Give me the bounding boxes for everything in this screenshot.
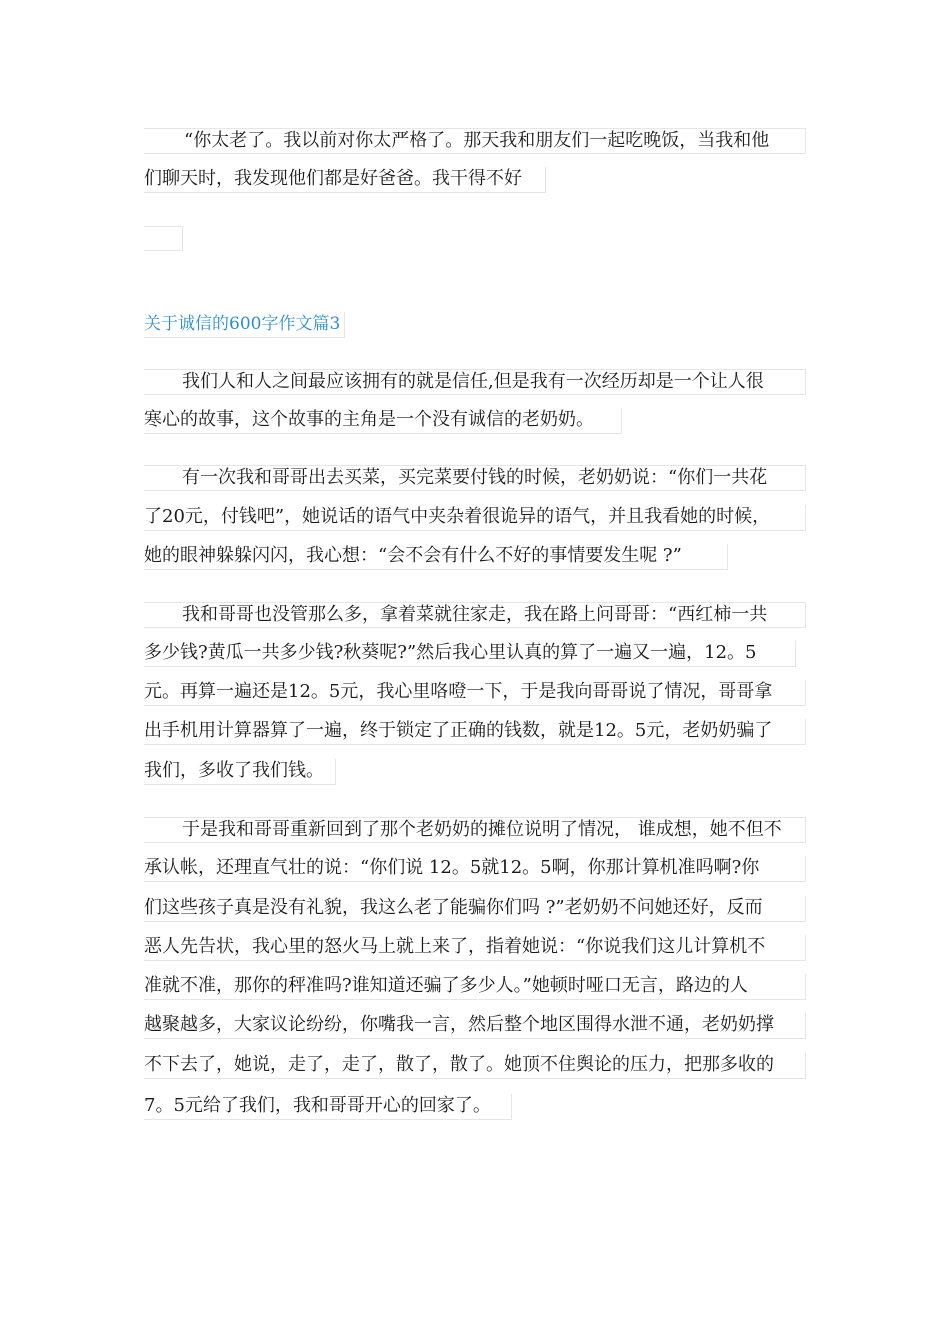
p4-line-1-text: 于是我和哥哥重新回到了那个老奶奶的摊位说明了情况， 谁成想，她不但不 <box>182 819 782 840</box>
p1-line-2 <box>144 408 622 434</box>
p1-line-1-text: 我们人和人之间最应该拥有的就是信任,但是我有一次经历却是一个让人很 <box>182 371 764 392</box>
p4-line-3 <box>144 896 806 922</box>
p4-line-7-text: 不下去了，她说，走了，走了，散了，散了。她顶不住舆论的压力，把那多收的 <box>144 1054 774 1075</box>
p1-line-1 <box>144 369 806 395</box>
p3-line-2 <box>144 641 796 667</box>
p4-line-2-text: 承认帐，还理直气壮的说：“你们说 12。5就12。5啊，你那计算机准吗啊?你 <box>144 857 760 878</box>
p3-line-1-text: 我和哥哥也没管那么多，拿着菜就往家走，我在路上问哥哥：“西红柿一共 <box>182 604 768 625</box>
p4-line-2 <box>144 856 806 882</box>
p4-line-4-text: 恶人先告状，我心里的怒火马上就上来了，指着她说：“你说我们这儿计算机不 <box>144 936 766 957</box>
intro-line-2-text: 们聊天时，我发现他们都是好爸爸。我干得不好 <box>144 168 522 189</box>
p2-line-1 <box>144 465 806 491</box>
p4-line-1 <box>144 817 806 843</box>
p4-line-6 <box>144 1013 806 1039</box>
empty-paragraph-marker <box>144 226 183 251</box>
p3-line-5 <box>144 759 336 785</box>
p2-line-2 <box>144 505 806 531</box>
p4-line-7 <box>144 1053 806 1079</box>
p3-line-1 <box>144 602 806 628</box>
p3-line-5-text: 我们，多收了我们钱。 <box>144 760 324 781</box>
section-heading: 关于诚信的600字作文篇3 <box>144 312 345 338</box>
p3-line-4 <box>144 719 806 745</box>
p2-line-3-text: 她的眼神躲躲闪闪，我心想：“会不会有什么不好的事情要发生呢 ?” <box>144 545 682 566</box>
p4-line-6-text: 越聚越多，大家议论纷纷，你嘴我一言，然后整个地区围得水泄不通，老奶奶撑 <box>144 1014 774 1035</box>
p3-line-3-text: 元。再算一遍还是12。5元，我心里咯噔一下，于是我向哥哥说了情况，哥哥拿 <box>144 681 773 702</box>
p3-line-4-text: 出手机用计算器算了一遍，终于锁定了正确的钱数，就是12。5元，老奶奶骗了 <box>144 720 773 741</box>
intro-line-1-text: “你太老了。我以前对你太严格了。那天我和朋友们一起吃晚饭，当我和他 <box>184 130 770 151</box>
p3-line-3 <box>144 680 806 706</box>
p2-line-3 <box>144 544 728 570</box>
p4-line-8 <box>144 1094 512 1120</box>
p3-line-2-text: 多少钱?黄瓜一共多少钱?秋葵呢?”然后我心里认真的算了一遍又一遍，12。5 <box>144 642 757 663</box>
p4-line-8-text: 7。5元给了我们，我和哥哥开心的回家了。 <box>144 1095 491 1116</box>
p2-line-1-text: 有一次我和哥哥出去买菜，买完菜要付钱的时候，老奶奶说：“你们一共花 <box>182 467 768 488</box>
p4-line-3-text: 们这些孩子真是没有礼貌，我这么老了能骗你们吗 ?”老奶奶不问她还好，反而 <box>144 897 763 918</box>
p4-line-5 <box>144 974 806 1000</box>
p2-line-2-text: 了20元，付钱吧”，她说话的语气中夹杂着很诡异的语气，并且我看她的时候， <box>144 506 771 527</box>
p1-line-2-text: 寒心的故事，这个故事的主角是一个没有诚信的老奶奶。 <box>144 409 594 430</box>
intro-line-2 <box>144 167 546 193</box>
p4-line-4 <box>144 935 806 961</box>
intro-line-1 <box>144 128 806 154</box>
p4-line-5-text: 准就不准，那你的秤准吗?谁知道还骗了多少人。”她顿时哑口无言，路边的人 <box>144 975 748 996</box>
